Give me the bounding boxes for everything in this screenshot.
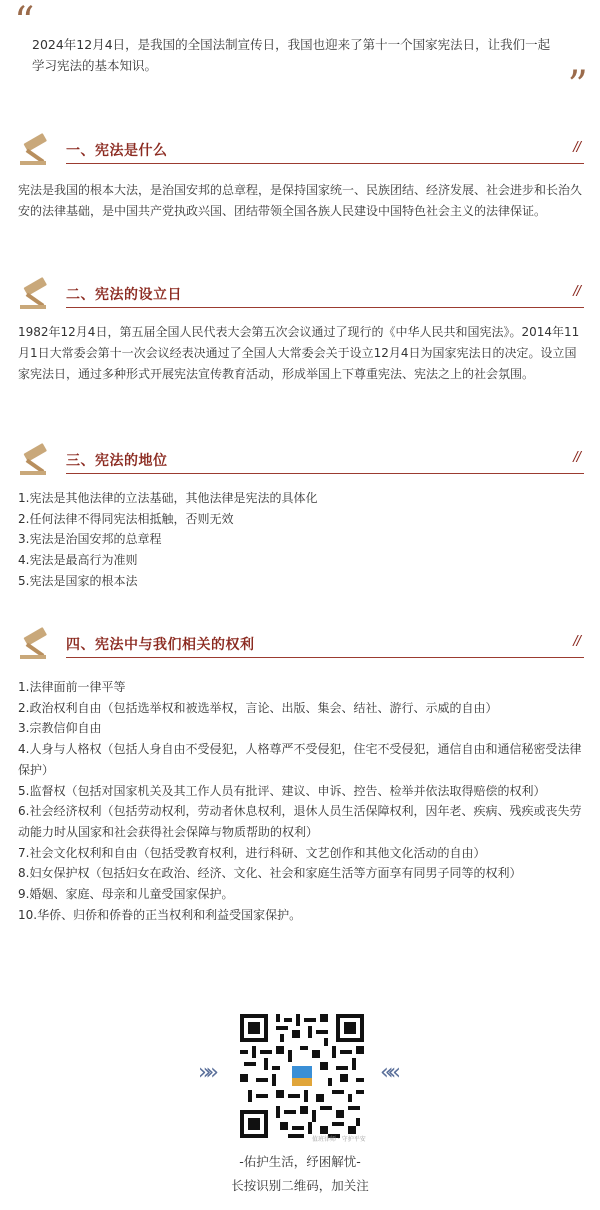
slash-decoration: //: [573, 634, 580, 649]
slash-decoration: //: [573, 450, 580, 465]
gavel-icon: [18, 132, 64, 168]
slash-decoration: //: [573, 284, 580, 299]
qr-code-icon: [240, 1014, 364, 1138]
chevron-left-icon: ««: [380, 1060, 395, 1085]
section-body-1: 宪法是我国的根本大法，是治国安邦的总章程，是保持国家统一、民族团结、经济发展、社会进步和长治久安的法律基础，是中国共产党执政兴国、团结带领全国各族人民建设中国特色社会主义的法律保证。: [18, 183, 583, 218]
open-quote-icon: “: [14, 0, 35, 45]
list-item: 8.妇女保护权（包括妇女在政治、经济、文化、社会和家庭生活等方面享有同男子同等的权利）: [18, 866, 522, 881]
list-item: 5.监督权（包括对国家机关及其工作人员有批评、建议、申诉、控告、检举并依法取得赔偿的权利）: [18, 783, 546, 798]
section-header-3: [18, 442, 584, 478]
list-item: 9.婚姻、家庭、母亲和儿童受国家保护。: [18, 887, 234, 902]
section-header-4: [18, 626, 584, 662]
section-title-3: 三、宪法的地位: [66, 453, 168, 469]
section-list-4: [18, 677, 584, 925]
intro-text: 2024年12月4日，是我国的全国法制宣传日，我国也迎来了第十一个国家宪法日，让我们一起学习宪法的基本知识。: [32, 37, 551, 73]
qr-caption: 值班律师 · 守护平安: [312, 1136, 366, 1143]
slogan-line-1: -佑护生活，纾困解忧-: [239, 1154, 361, 1169]
section-title-1: 一、宪法是什么: [66, 143, 168, 159]
list-item: 4.宪法是最高行为准则: [18, 553, 138, 568]
list-item: 7.社会文化权利和自由（包括受教育权利，进行科研、文艺创作和其他文化活动的自由）: [18, 845, 486, 860]
section-divider: [66, 163, 584, 164]
chevron-right-icon: »»: [198, 1060, 213, 1085]
list-item: 1.法律面前一律平等: [18, 680, 126, 694]
section-divider: [66, 473, 584, 474]
list-item: 3.宪法是治国安邦的总章程: [18, 532, 162, 547]
gavel-icon: [18, 442, 64, 478]
slash-decoration: //: [573, 140, 580, 155]
list-item: 5.宪法是国家的根本法: [18, 573, 138, 588]
slogan-line-2: 长按识别二维码，加关注: [231, 1178, 369, 1193]
section-header-2: [18, 276, 584, 312]
list-item: 10.华侨、归侨和侨眷的正当权利和利益受国家保护。: [18, 907, 302, 922]
close-quote-icon: ”: [567, 63, 588, 109]
list-item: 6.社会经济权利（包括劳动权利，劳动者休息权利，退休人员生活保障权利，因年老、疾病、残疾或丧失劳动能力时从国家和社会获得社会保障与物质帮助的权利）: [18, 804, 582, 839]
list-item: 2.政治权利自由（包括选举权和被选举权，言论、出版、集会、结社、游行、示威的自由）: [18, 700, 498, 715]
list-item: 1.宪法是其他法律的立法基础，其他法律是宪法的具体化: [18, 491, 318, 505]
list-item: 3.宗教信仰自由: [18, 721, 102, 736]
section-divider: [66, 307, 584, 308]
section-title-2: 二、宪法的设立日: [66, 287, 182, 303]
section-list-3: [18, 488, 584, 592]
list-item: 4.人身与人格权（包括人身自由不受侵犯，人格尊严不受侵犯，住宅不受侵犯，通信自由和通信秘密受法律保护）: [18, 742, 582, 777]
section-body-2: 1982年12月4日，第五届全国人民代表大会第五次会议通过了现行的《中华人民共和国宪法》。2014年11月1日大常委会第十一次会议经表决通过了全国人大常委会关于设立12月4日为国家宪法日的决定。设立国家宪法日，通过多种形式开展宪法宣传教育活动，形成举国上下尊重宪法、宪法之上的社会氛围。: [18, 325, 580, 381]
section-divider: [66, 657, 584, 658]
qr-code[interactable]: [240, 1014, 364, 1140]
section-header-1: [18, 132, 584, 168]
list-item: 2.任何法律不得同宪法相抵触，否则无效: [18, 511, 234, 526]
gavel-icon: [18, 626, 64, 662]
gavel-icon: [18, 276, 64, 312]
section-title-4: 四、宪法中与我们相关的权利: [66, 637, 255, 653]
